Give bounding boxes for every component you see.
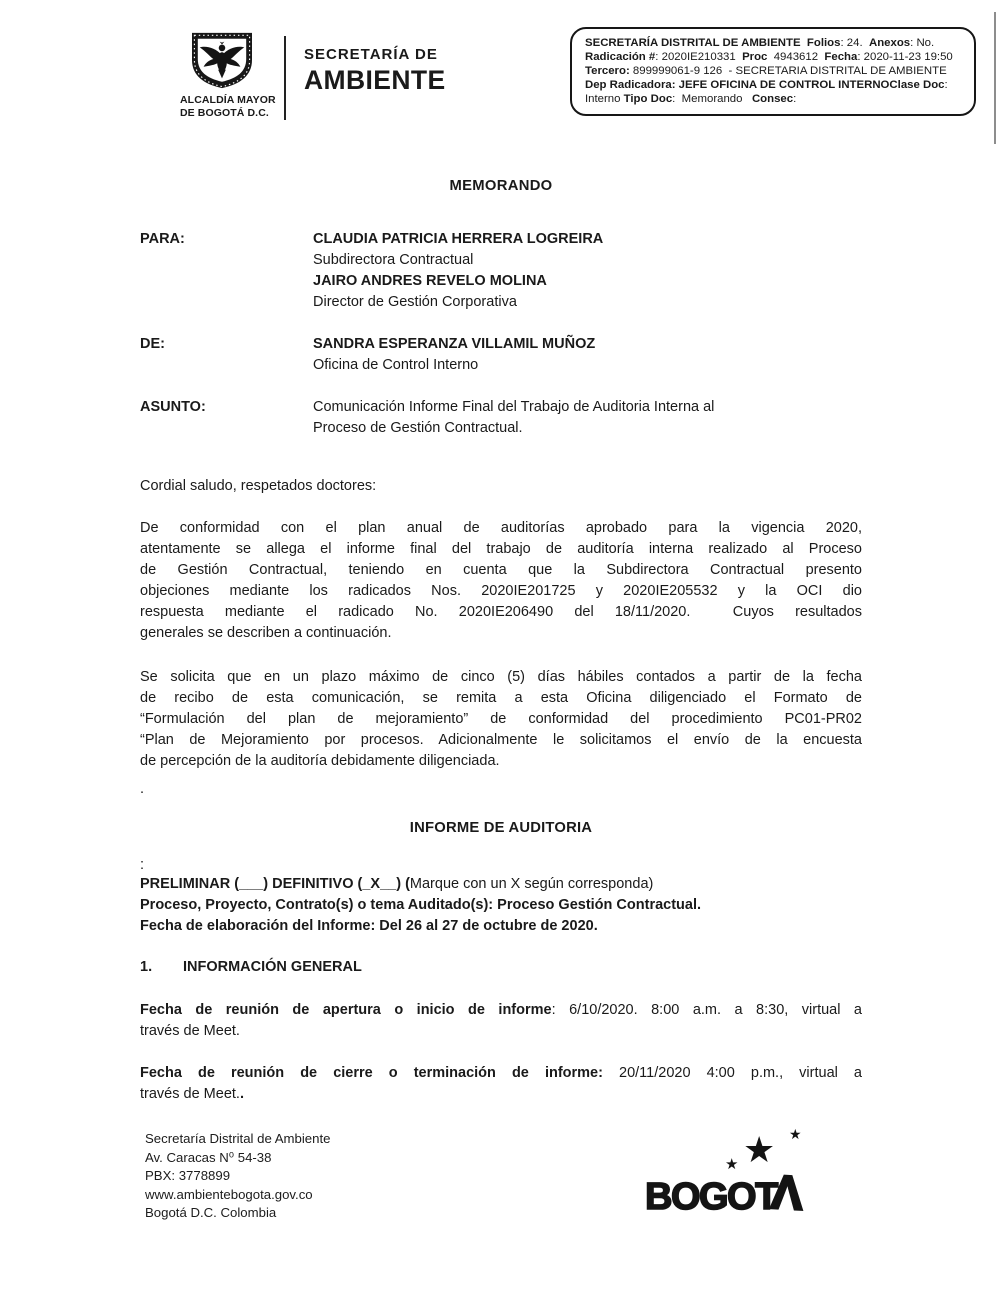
scan-edge-line	[994, 12, 996, 144]
header-divider	[284, 36, 286, 120]
secretaria-line1: SECRETARÍA DE	[304, 46, 438, 63]
informe-title: INFORME DE AUDITORIA	[409, 820, 593, 836]
recipients-block	[140, 229, 862, 439]
secretaria-wordmark	[304, 45, 446, 96]
de-value: SANDRA ESPERANZA VILLAMIL MUÑOZ Oficina de Control Interno	[313, 336, 596, 373]
para-value: CLAUDIA PATRICIA HERRERA LOGREIRA Subdirectora Contractual JAIRO ANDRES REVELO MOLINA Director de Gestión Corporativa	[313, 231, 604, 310]
memo-title: MEMORANDO	[449, 178, 553, 194]
de-row	[140, 334, 862, 376]
section-1-title: INFORMACIÓN GENERAL	[183, 959, 362, 975]
footer-address: Secretaría Distrital de Ambiente Av. Caracas N⁰ 54-38 PBX: 3778899 www.ambientebogota.gov.co Bogotá D.C. Colombia	[145, 1131, 331, 1221]
paragraph-fecha-cierre: Fecha de reunión de cierre o terminación de informe: 20/11/2020 4:00 p.m., virtual a través de Meet..	[140, 1065, 862, 1102]
preliminar-definitivo-line: PRELIMINAR (___) DEFINITIVO (_X__) (Marque con un X según corresponda)	[140, 876, 654, 892]
bogota-lambda-icon: Λ	[769, 1166, 805, 1221]
radicacion-box: SECRETARÍA DISTRITAL DE AMBIENTE Folios: 24. Anexos: No. Radicación #: 2020IE210331 Proc 4943612 Fecha: 2020-11-23 19:50 Tercero: 899999061-9 126 - SECRETARIA DISTRITAL DE AMBIENTE Dep Radicadora: JEFE OFICINA DE CONTROL INTERNOClase Doc: Interno Tipo Doc: Memorando Consec:	[570, 27, 976, 116]
para-label: PARA:	[140, 231, 185, 247]
paragraph-conformidad: De conformidad con el plan anual de auditorías aprobado para la vigencia 2020, atentamente se allega el informe final del trabajo de auditoría interna realizado al Proceso de Gestión Contractual, teniendo en cuenta que la Subdirectora Contractual presento objeciones mediante los radicados Nos. 2020IE201725 y 2020IE205532 y la OCI dio respuesta mediante el radicado No. 2020IE206490 del 18/11/2020. Cuyos resultados generales se describen a continuación.	[140, 520, 862, 641]
bogota-logo-text: BOGOT	[645, 1176, 777, 1218]
alcaldia-shield-icon	[185, 30, 259, 90]
logo-caption-line1: ALCALDÍA MAYOR	[180, 94, 276, 106]
bogota-logo	[645, 1126, 827, 1221]
bogota-star-small-icon: ★	[725, 1156, 739, 1173]
proceso-auditado-line: Proceso, Proyecto, Contrato(s) o tema Auditado(s): Proceso Gestión Contractual.	[140, 897, 702, 913]
para-row	[140, 229, 862, 313]
paragraph-solicitud: Se solicita que en un plazo máximo de cinco (5) días hábiles contados a partir de la fecha de recibo de esta comunicación, se remita a esta Oficina diligenciado el Formato de “Formulación del plan de mejoramiento” de conformidad del procedimiento PC01-PR02 “Plan de Mejoramiento por procesos. Adicionalmente le solicitamos el envío de la encuesta de percepción de la auditoría debidamente diligenciada.	[140, 669, 862, 769]
asunto-label: ASUNTO:	[140, 399, 206, 415]
asunto-row	[140, 397, 862, 439]
stray-colon: :	[140, 857, 145, 873]
asunto-value: Comunicación Informe Final del Trabajo de Auditoria Interna al Proceso de Gestión Contractual.	[313, 399, 715, 436]
fecha-elaboracion-line: Fecha de elaboración del Informe: Del 26 al 27 de octubre de 2020.	[140, 918, 598, 934]
stray-dot: .	[140, 781, 145, 797]
paragraph-fecha-apertura: Fecha de reunión de apertura o inicio de informe: 6/10/2020. 8:00 a.m. a 8:30, virtual a través de Meet.	[140, 1002, 862, 1039]
salutation: Cordial saludo, respetados doctores:	[140, 478, 377, 494]
section-1-number: 1.	[140, 959, 153, 975]
bogota-star-tiny-icon: ★	[789, 1126, 802, 1142]
section-1-heading	[140, 957, 862, 978]
secretaria-line2: AMBIENTE	[304, 65, 446, 95]
alcaldia-logo	[180, 30, 276, 120]
bogota-star-big-icon: ★	[743, 1129, 776, 1170]
logo-caption-line2: DE BOGOTÁ D.C.	[180, 107, 269, 119]
de-label: DE:	[140, 336, 165, 352]
